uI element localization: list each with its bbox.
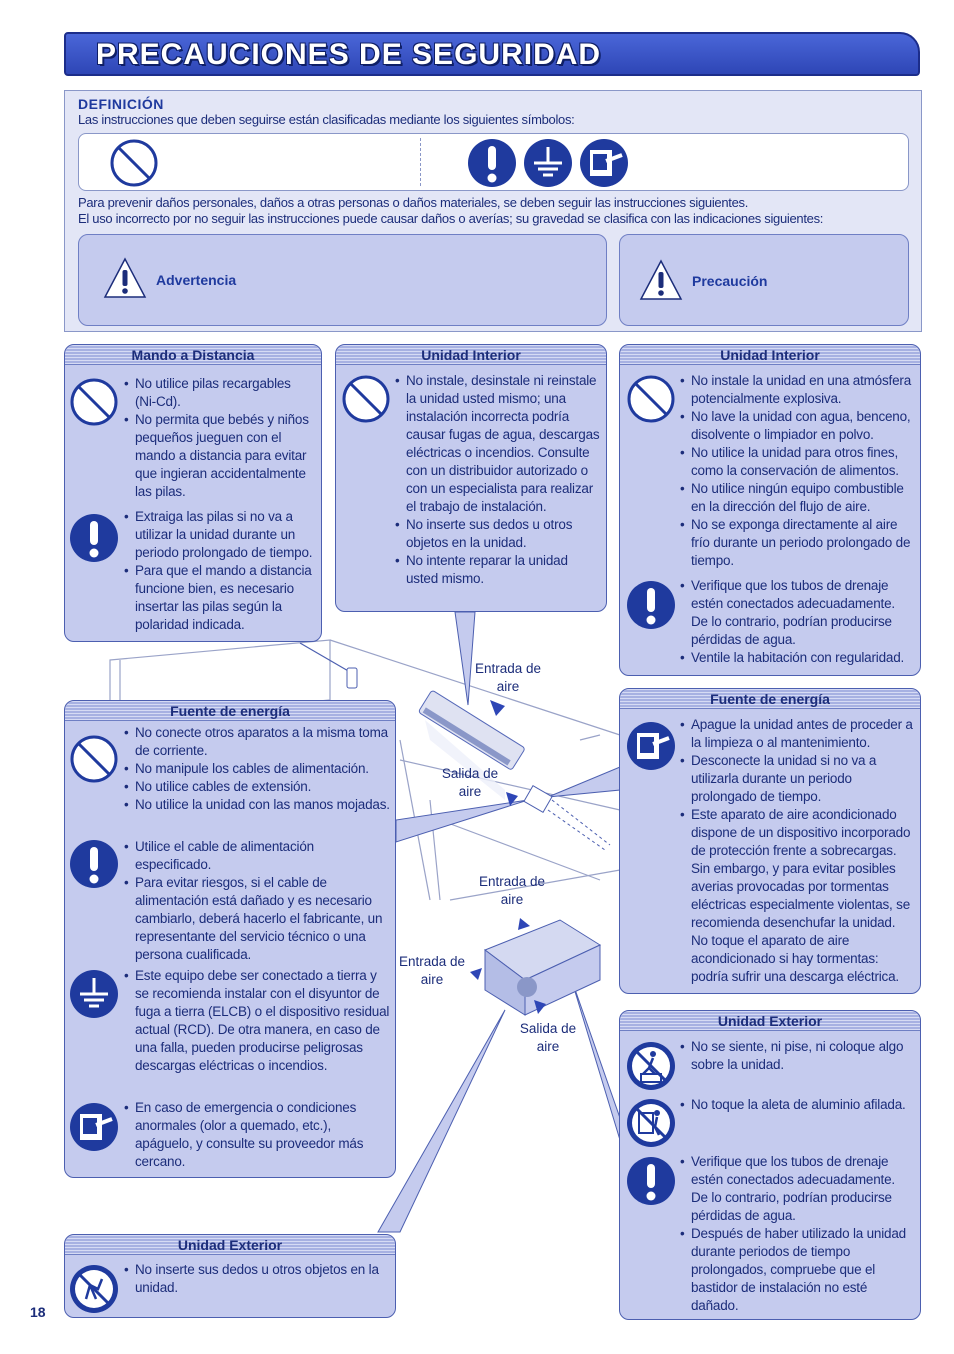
mandatory-icon — [68, 838, 120, 890]
mandatory-icon — [625, 1155, 677, 1207]
prohibited-icon — [625, 373, 677, 425]
power-left-ground-list — [124, 967, 390, 1075]
prohibited-icon — [68, 376, 120, 428]
list-item: • No inserte sus dedos u otros objetos en la unidad. — [124, 1261, 390, 1297]
panel-title: Unidad Exterior — [65, 1235, 395, 1255]
list-item: • Utilice el cable de alimentación especificado. — [124, 838, 390, 874]
label-outlet-outdoor: Salida de aire — [519, 1021, 577, 1054]
label-inlet-outdoor-left: Entrada de aire — [398, 954, 466, 987]
list-item: • No se siente, ni pise, ni coloque algo sobre la unidad. — [680, 1038, 914, 1074]
list-item: • No lave la unidad con agua, benceno, disolvente o limpiador en polvo. — [680, 408, 914, 444]
list-item: • Desconecte la unidad si no va a utilizarla durante un periodo prolongado de tiempo. — [680, 752, 914, 806]
list-item: • No utilice pilas recargables (Ni-Cd). — [124, 375, 314, 411]
list-item: • No se exponga directamente al aire frío durante un periodo prolongado de tiempo. — [680, 516, 914, 570]
mandatory-icon — [625, 579, 677, 631]
prohibited-icon — [340, 373, 392, 425]
list-item: • Verifique que los tubos de drenaje estén conectados adecuadamente. De lo contrario, podrían producirse pérdidas de agua. — [680, 1153, 914, 1225]
list-item: • Apague la unidad antes de proceder a la limpieza o al mantenimiento. — [680, 716, 914, 752]
definition-para1: Para prevenir daños personales, daños a otras personas o daños materiales, se deben seguir las instrucciones siguientes. — [78, 195, 749, 210]
definition-intro: Las instrucciones que deben seguirse están clasificadas mediante los siguientes símbolos: — [78, 112, 575, 127]
prohibited-icon — [108, 137, 160, 189]
panel-title: Unidad Exterior — [620, 1011, 920, 1031]
list-item: • No intente reparar la unidad usted mismo. — [395, 552, 601, 588]
warning-label: Advertencia — [156, 272, 237, 288]
list-item: • No instale la unidad en una atmósfera potencialmente explosiva. — [680, 372, 914, 408]
panel-title: Fuente de energía — [620, 689, 920, 709]
panel-title: Unidad Interior — [620, 345, 920, 365]
remote-must-list — [124, 508, 316, 634]
power-right-unplug-list — [680, 716, 914, 986]
indoor-right-must-list — [680, 577, 914, 667]
label-inlet-indoor: Entrada de aire — [474, 661, 542, 694]
list-item: • Extraiga las pilas si no va a utilizar la unidad durante un periodo prolongado de tiempo. — [124, 508, 316, 562]
page-title: PRECAUCIONES DE SEGURIDAD — [96, 38, 602, 71]
outdoor-right-must-list — [680, 1153, 914, 1315]
outdoor-right-notouch-list — [680, 1096, 914, 1114]
mandatory-icon — [68, 512, 120, 564]
list-item: • No conecte otros aparatos a la misma toma de corriente. — [124, 724, 390, 760]
list-item: • No utilice la unidad con las manos mojadas. — [124, 796, 390, 814]
no-climb-icon — [625, 1040, 677, 1092]
no-touch-fin-icon — [625, 1097, 677, 1149]
list-item: • No inserte sus dedos u otros objetos en la unidad. — [395, 516, 601, 552]
list-item: • En caso de emergencia o condiciones anormales (olor a quemado, etc.), apáguelo, y consulte su proveedor más cercano. — [124, 1099, 390, 1171]
outdoor-left-list — [124, 1261, 390, 1297]
list-item: • No instale, desinstale ni reinstale la unidad usted mismo; una instalación incorrecta podría causar fugas de agua, descargas eléctricas o incendios. Consulte con un distribuidor autorizado o con un especialista para realizar el trabajo de instalación. — [395, 372, 601, 516]
panel-title: Mando a Distancia — [65, 345, 321, 365]
definition-para2: El uso incorrecto por no seguir las instrucciones puede causar daños o averías; su gravedad se clasifica con las indicaciones siguientes: — [78, 211, 824, 226]
page-number: 18 — [30, 1304, 46, 1320]
list-item: • No manipule los cables de alimentación. — [124, 760, 390, 778]
warning-triangle-icon — [102, 256, 148, 300]
definition-title: DEFINICIÓN — [78, 96, 164, 112]
list-item: • No utilice cables de extensión. — [124, 778, 390, 796]
caution-triangle-icon — [638, 258, 684, 302]
unplug-icon — [68, 1101, 120, 1153]
indoor-middle-prohibit-list — [395, 372, 601, 588]
list-item: • No toque la aleta de aluminio afilada. — [680, 1096, 914, 1114]
caution-label: Precaución — [692, 273, 768, 289]
list-item: • Ventile la habitación con regularidad. — [680, 649, 914, 667]
list-item: • Para que el mando a distancia funcione bien, es necesario insertar las pilas según la polaridad indicada. — [124, 562, 316, 634]
unplug-icon — [578, 137, 630, 189]
list-item: • No utilice ningún equipo combustible en la dirección del flujo de aire. — [680, 480, 914, 516]
ground-icon — [522, 137, 574, 189]
list-item: • No utilice la unidad para otros fines, como la conservación de alimentos. — [680, 444, 914, 480]
panel-title: Unidad Interior — [336, 345, 606, 365]
unplug-icon — [625, 720, 677, 772]
prohibited-icon — [68, 733, 120, 785]
definition-text — [78, 195, 918, 227]
no-touch-icon — [68, 1263, 120, 1315]
indoor-right-prohibit-list — [680, 372, 914, 570]
list-item: • No permita que bebés y niños pequeños jueguen con el mando a distancia para evitar que ingieran accidentalmente las pilas. — [124, 411, 314, 501]
label-inlet-outdoor-top: Entrada de aire — [478, 874, 546, 907]
remote-prohibit-list — [124, 375, 314, 501]
power-left-unplug-list — [124, 1099, 390, 1171]
list-item: • Verifique que los tubos de drenaje estén conectados adecuadamente. De lo contrario, podrían producirse pérdidas de agua. — [680, 577, 914, 649]
mandatory-icon — [466, 137, 518, 189]
list-item: • Para evitar riesgos, si el cable de alimentación está dañado y es necesario cambiarlo, deberá hacerlo el fabricante, un representante del servicio técnico o una persona cualificada. — [124, 874, 390, 964]
list-item: • Este equipo debe ser conectado a tierra y se recomienda instalar con el disyuntor de fuga a tierra (ELCB) o el dispositivo residual actual (RCD). De otra manera, en caso de una falla, pueden producirse peligrosas descargas eléctricas o incendios. — [124, 967, 390, 1075]
symbols-divider — [420, 138, 421, 186]
list-item: • Después de haber utilizado la unidad durante periodos de tiempo prolongados, compruebe que el bastidor de instalación no esté dañado. — [680, 1225, 914, 1315]
ground-icon — [68, 968, 120, 1020]
panel-title: Fuente de energía — [65, 701, 395, 721]
list-item: • Este aparato de aire acondicionado dispone de un dispositivo incorporado de protección frente a sobrecargas. Sin embargo, y para evitar posibles averias provocadas por tormentas eléctricas especialmente violentas, se recomienda desenchufar la unidad. No toque el aparato de aire acondicionado si hay tormentas: podría sufrir una descarga eléctrica. — [680, 806, 914, 986]
outdoor-right-noclimb-list — [680, 1038, 914, 1074]
power-left-must-list — [124, 838, 390, 964]
label-outlet-indoor: Salida de aire — [441, 766, 499, 799]
power-left-prohibit-list — [124, 724, 390, 814]
